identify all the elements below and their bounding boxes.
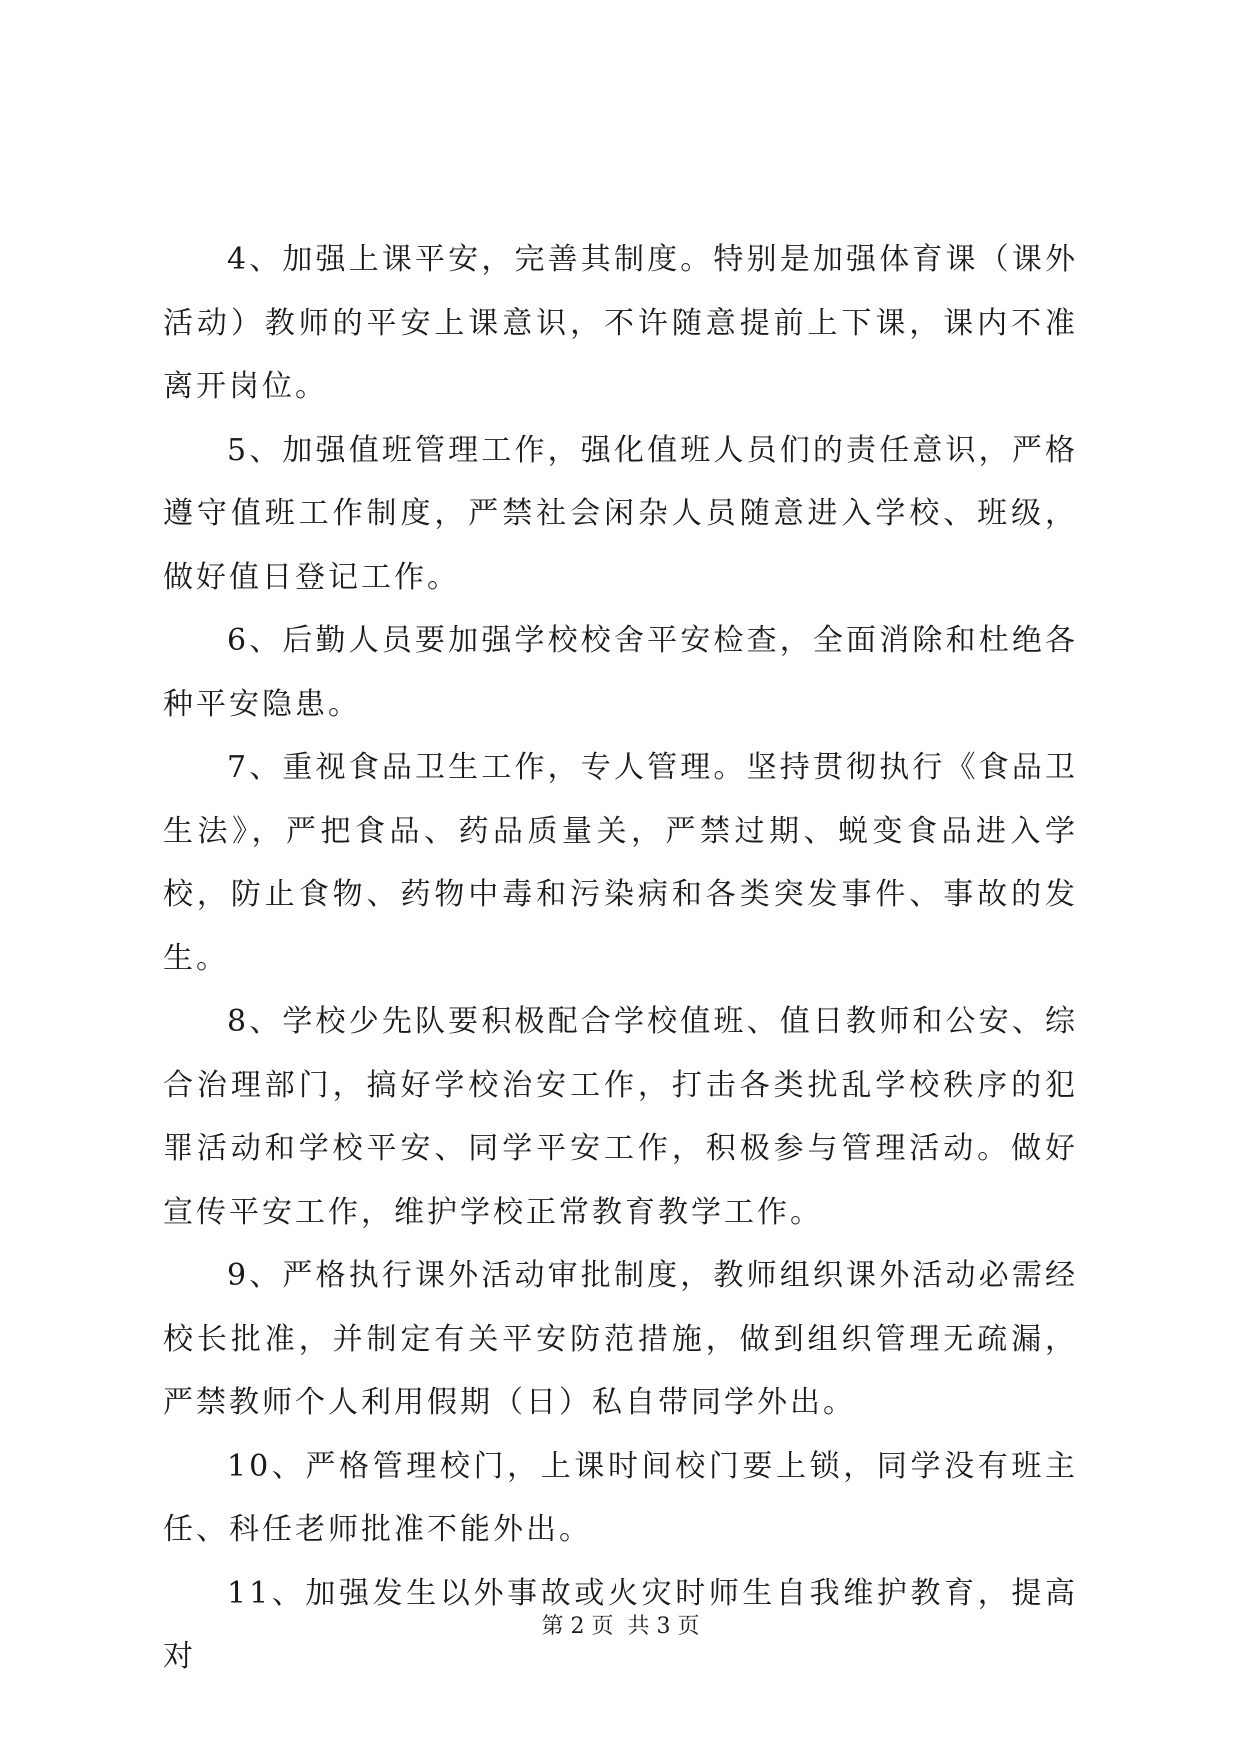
paragraph-item-7: 7、重视食品卫生工作，专人管理。坚持贯彻执行《食品卫生法》，严把食品、药品质量关，严禁过期、蜕变食品进入学校，防止食物、药物中毒和污染病和各类突发事件、事故的发生。 [163,750,1078,976]
paragraph-item-4: 4、加强上课平安，完善其制度。特别是加强体育课（课外活动）教师的平安上课意识，不许随意提前上下课，课内不准离开岗位。 [163,242,1078,404]
page-number: 第 2 页 共 3 页 [541,1614,700,1639]
paragraph-item-10: 10、严格管理校门，上课时间校门要上锁，同学没有班主任、科任老师批准不能外出。 [163,1448,1078,1547]
paragraph-item-5: 5、加强值班管理工作，强化值班人员们的责任意识，严格遵守值班工作制度，严禁社会闲杂人员随意进入学校、班级，做好值日登记工作。 [163,432,1078,595]
paragraph-item-9: 9、严格执行课外活动审批制度，教师组织课外活动必需经校长批准，并制定有关平安防范措施，做到组织管理无疏漏，严禁教师个人利用假期（日）私自带同学外出。 [163,1258,1078,1420]
document-body [163,228,1078,1689]
paragraph-item-11: 11、加强发生以外事故或火灾时师生自我维护教育，提高对 [163,1575,1078,1674]
paragraph-item-8: 8、学校少先队要积极配合学校值班、值日教师和公安、综合治理部门，搞好学校治安工作，打击各类扰乱学校秩序的犯罪活动和学校平安、同学平安工作，积极参与管理活动。做好宣传平安工作，维护学校正常教育教学工作。 [163,1004,1078,1230]
paragraph-item-6: 6、后勤人员要加强学校校舍平安检查，全面消除和杜绝各种平安隐患。 [163,623,1078,722]
page-footer [0,1612,1241,1642]
